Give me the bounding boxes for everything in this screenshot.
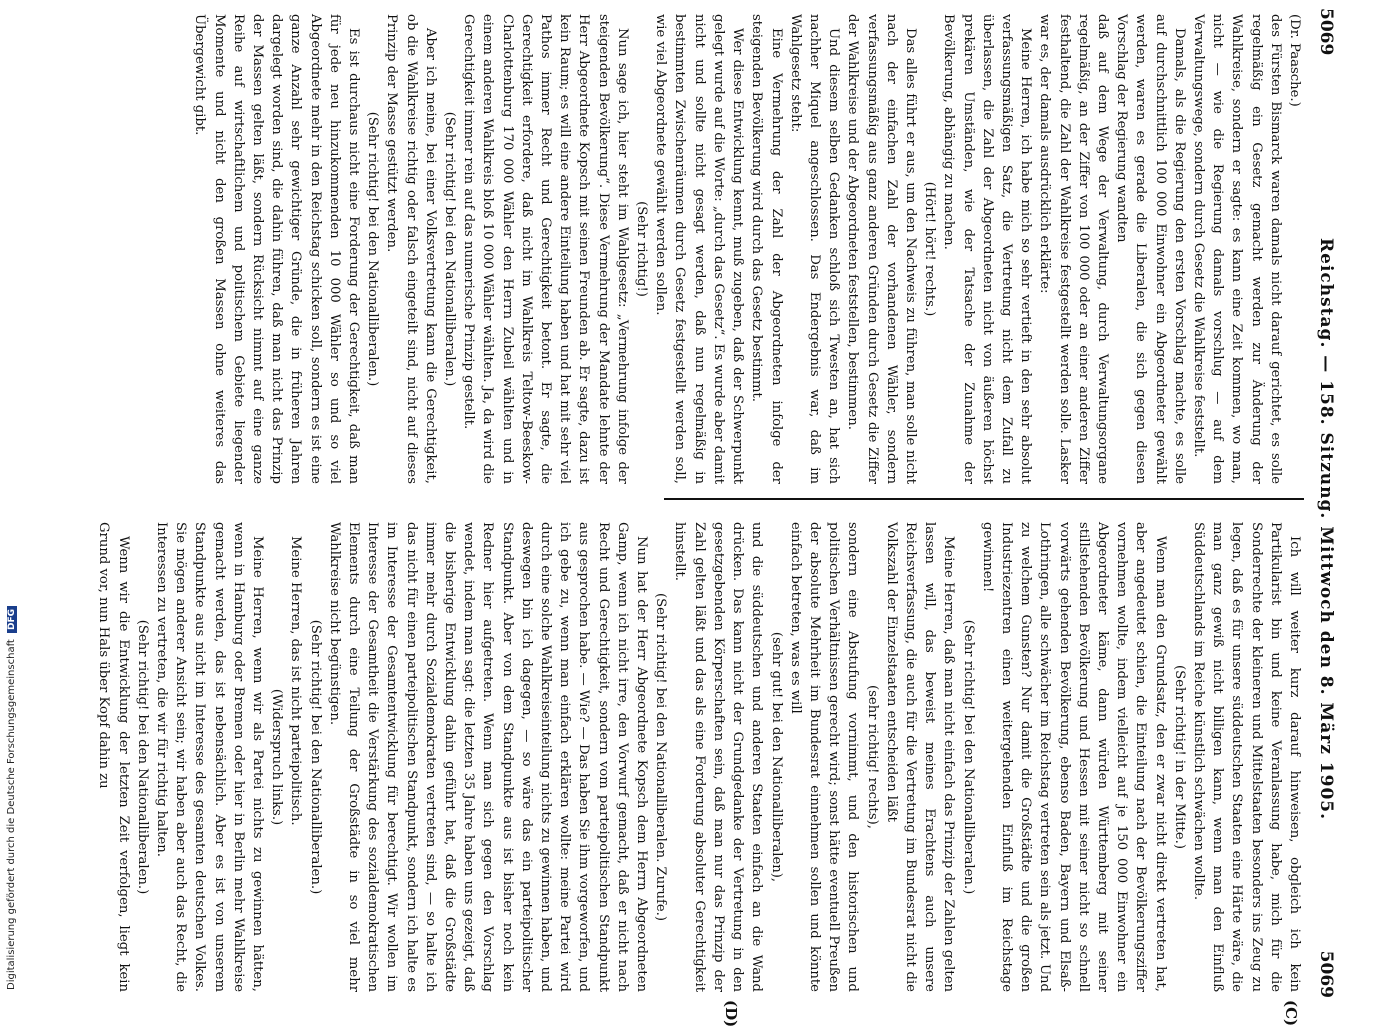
interjection: (Sehr richtig! bei den Nationalliberalen.) — [442, 111, 458, 387]
paragraph: Es ist durchaus nicht eine Forderung der Gerechtigkeit, daß man für jede neu hinzukommenden 10 000 Wähler so und so viel Abgeordnete mehr in den Reichstag schicken soll, sondern es ist eine ganze Anzahl sehr gewichtiger Gründe, die in früheren Jahren dargelegt worden sind, die dahin führen, daß man nicht das Prinzip der Massen gelten läßt, sondern Rücksicht nimmt auf eine ganze Reihe auf wirtschaftlichem und politischem Gebiete liegender Momente und nicht den großen Massen ohne weiteres das Übergewicht gibt. — [192, 14, 362, 484]
paragraph: Meine Herren, daß man nicht einfach das Prinzip der Zahlen gelten lassen will, das beweist meines Erachtens auch unsere Reichsverfassung, die auch für die Vertretung im Bundesrat nicht die Volkszahl der Einzelstaaten entscheiden läßt — [883, 522, 957, 992]
paragraph: Das alles führt er aus, um den Nachweis zu führen, man solle nicht nach der einfachen Zahl der vorhandenen Wähler, sondern verfassungsmäßig aus ganz anderen Gründen durch Gesetz die Ziffer der Wahlkreise und der Abgeordneten feststellen, bestimmen. — [845, 14, 918, 484]
paragraph: und die süddeutschen und anderen Staaten einfach an die Wand drücken. Das kann nicht der Grundgedanke der Vertretung in den gesetzgebenden Körperschaften sein, daß man nur das Prinzip der Zahl gelten läßt und das als eine Forderung absoluter Gerechtigkeit hinstellt. — [672, 522, 765, 992]
interjection: (Sehr richtig! bei den Nationalliberalen.) — [134, 619, 150, 895]
quote: Meine Herren, ich habe mich so sehr vertieft in den sehr absolut verfassungsmäßigen Satz, die Vertretung nicht dem Zufall zu überlassen, die Zahl der Abgeordneten nicht von äußeren höchst prekären Umständen, wie der Tatsache der Zunahme der Bevölkerung, abhängig zu machen. — [941, 14, 1034, 484]
margin-letter-b — [722, 0, 740, 1]
paragraph: Nun sage ich, hier steht im Wahlgesetz: „Vermehrung infolge der steigenden Bevölkerung“. Diese Vermehrung der Mandate lehnte der Herr Abgeordnete Kopsch mit seinen Freunden ab. Er sagte, dazu ist kein Raum; es will eine andere Einteilung haben und hat mit sehr viel Pathos immer Recht und Gerechtigkeit betont. Er sagte, die Gerechtigkeit erfordere, daß nicht im Wahlkreis Teltow-Beeskow-Charlottenburg 170 000 Wähler den Herrn Zubeil wählten und in einem anderen Wahlkreis bloß 10 000 Wähler wählten. Ja, da wird die Gerechtigkeit immer rein auf das numerische Prinzip gestellt. — [461, 14, 630, 484]
paragraph: Und diesem selben Gedanken schloß sich Twesten an, hat sich nachher Miquel angeschlossen. Das Endergebnis war, daß im Wahlgesetz steht: — [787, 14, 842, 484]
digitization-credit — [6, 606, 17, 990]
paragraph: Meine Herren, wenn wir als Partei nichts zu gewinnen hätten, wenn in Hamburg oder Bremen oder hier in Berlin mehr Wahlkreise gemacht werden, das ist nebensächlich. Aber es ist von unserem Standpunkte aus nicht im Interesse des gesamten deutschen Volkes. Sie mögen anderer Ansicht sein; wir haben aber auch das Recht, die Interessen zu vertreten, die wir für richtig halten. — [154, 522, 266, 992]
margin-letter-c: (C) — [1282, 1000, 1300, 1027]
paragraph: Damals, als die Regierung den ersten Vorschlag machte, es solle auf durchschnittlich 100 000 Einwohner ein Abgeordneter gewählt werden, waren es gerade die Liberalen, die sich gegen diesen Vorschlag der Regierung wandten — [1114, 14, 1187, 484]
page-number-right: 5069 — [1316, 950, 1336, 998]
speaker-tag: (Dr. Paasche.) — [1287, 14, 1302, 107]
credit-text: Digitalisierung gefördert durch die Deutsche Forschungsgemeinschaft — [6, 639, 17, 990]
paragraph: Ich will weiter kurz darauf hinweisen, obgleich ich kein Partikularist bin und keine Veranlassung habe, mich für die Sonderrechte der kleineren und Mittelstaaten besonders ins Zeug zu legen, daß es für unsere süddeutschen Staaten eine Härte wäre, die man ganz gewiß nicht billigen kann, wenn man den Einfluß Süddeutschlands im Reiche künstlich schwächen wollte. — [1190, 522, 1302, 992]
interjection: (Sehr richtig! bei den Nationalliberalen.) — [365, 111, 381, 387]
paragraph: Wenn man den Grundsatz, den er zwar nicht direkt vertreten hat, aber angedeutet schien, die Einteilung nach der Bevölkerungsziffer vornehmen wollte, indem vielleicht auf je 150 000 Einwohner ein Abgeordneter käme, dann würden Württemberg mit seiner stillstehenden Bevölkerung und Hessen mit seiner nicht so schnell vorwärts gehenden Bevölkerung, ebenso Baden, Bayern und Elsaß-Lothringen, alle schwächer im Reichstag vertreten sein als jetzt. Und zu welchem Gunsten? Nur damit die Großstädte und die großen Industriezentren einen weitergehenden Einfluß im Reichstage gewinnen! — [979, 522, 1168, 992]
paragraph: Nun hat der Herr Abgeordnete Kopsch dem Herrn Abgeordneten Gamp, wenn ich nicht irre, den Vorwurf gemacht, daß er nicht nach Recht und Gerechtigkeit, sondern vom parteipolitischen Standpunkt aus gesprochen habe. — Wie? — Das haben Sie ihm vorgeworfen, und ich gebe zu, wenn man einfach erklären wollte: meine Partei wird durch eine solche Wahlkreiseinteilung nichts zu gewinnen haben, und deswegen bin ich dagegen, — so wäre das ein parteipolitischer Standpunkt. Aber von dem Standpunkte aus ist bisher noch kein Redner hier aufgetreten. Wenn man sich gegen den Vorschlag wendet, indem man sagt: die letzten 35 Jahre haben uns gezeigt, daß die bisherige Entwicklung dahin geführt hat, daß die Großstädte immer mehr durch Sozialdemokraten vertreten sind, — so halte ich das nicht für einen parteipolitischen Standpunkt, sondern ich halte es im Interesse der Gesamtentwicklung für berechtigt. Wir wollen im Interesse der Gesamtheit die Verstärkung des sozialdemokratischen Elements durch eine Teilung der Großstädte in so viel mehr Wahlkreise nicht begünstigen. — [326, 522, 650, 992]
interjection: (Sehr richtig! bei den Nationalliberalen. Zurufe.) — [653, 592, 669, 922]
quote: Eine Vermehrung der Zahl der Abgeordneten infolge der steigenden Bevölkerung wird durch das Gesetz bestimmt. — [749, 14, 784, 484]
right-column — [94, 522, 1304, 992]
paragraph: daß auf dem Wege der Verwaltung, durch Verwaltungsorgane regelmäßig, an der Ziffer von 100 000 oder an einer anderen Ziffer festhaltend, die Zahl der Wahlkreise festgestellt werden solle. Lasker war es, der damals ausdrücklich erklärte: — [1037, 14, 1110, 484]
paragraph: Meine Herren, das ist nicht parteipolitisch. — [288, 536, 304, 826]
dfg-logo: DFG — [7, 606, 17, 633]
interjection: (Sehr richtig! bei den Nationalliberalen.) — [960, 619, 976, 895]
column-divider — [664, 498, 1304, 500]
interjection: (sehr richtig! rechts), — [864, 685, 880, 829]
page-number-left: 5069 — [1316, 8, 1336, 56]
left-column — [190, 14, 1304, 484]
rotated-newspaper-page — [40, 8, 1340, 1027]
interjection: (Hört! hört! rechts.) — [922, 181, 938, 317]
paragraph: sondern eine Abstufung vornimmt, und den historischen und politischen Verhältnissen gerecht wird; sonst hätte eventuell Preußen der absolute Mehrheit im Bundesrat einnehmen sollen und könnte einfach betreten, was es will — [787, 522, 861, 992]
interjection: (sehr gut! bei den Nationalliberalen), — [768, 631, 784, 883]
margin-letter-d: (D) — [722, 1000, 740, 1027]
interjection: (Sehr richtig! in der Mitte.) — [1171, 665, 1187, 849]
paragraph: des Fürsten Bismarck waren damals nicht darauf gerichtet, es solle regelmäßig ein Gesetz gemacht werden zur Änderung der Wahlkreise, sondern er sagte: es kann eine Zeit kommen, wo man, nicht — wie die Regierung damals vorschlug — auf dem Verwaltungswege, sondern durch Gesetz die Wahlkreise feststellt. — [1190, 14, 1283, 484]
page-header — [1310, 8, 1340, 998]
interjection: (Sehr richtig! bei den Nationalliberalen.) — [307, 619, 323, 895]
paragraph: Aber ich meine, bei einer Volksvertretung kann die Gerechtigkeit, ob die Wahlkreise richtig oder falsch eingeteilt sind, nicht auf dieses Prinzip der Masse gestützt werden. — [384, 14, 438, 484]
interjection: (Widerspruch links.) — [269, 688, 285, 826]
paragraph: Wer diese Entwicklung kennt, muß zugeben, daß der Schwerpunkt gelegt wurde auf die Worte: „durch das Gesetz“. Es wurde aber damit nicht und sollte nicht gesagt werden, daß nun regelmäßig in bestimmten Zwischenräumen durch Gesetz festgestellt werden soll, wie viel Abgeordnete gewählt werden sollen. — [653, 14, 746, 484]
running-title: Reichstag. — 158. Sitzung. Mittwoch den 8. März 1905. — [1316, 238, 1336, 821]
interjection: (Sehr richtig!) — [634, 201, 650, 297]
paragraph: Wenn wir die Entwicklung der letzten Zeit verfolgen, liegt kein Grund vor, nun Hals über Kopf dahin zu — [96, 522, 131, 992]
